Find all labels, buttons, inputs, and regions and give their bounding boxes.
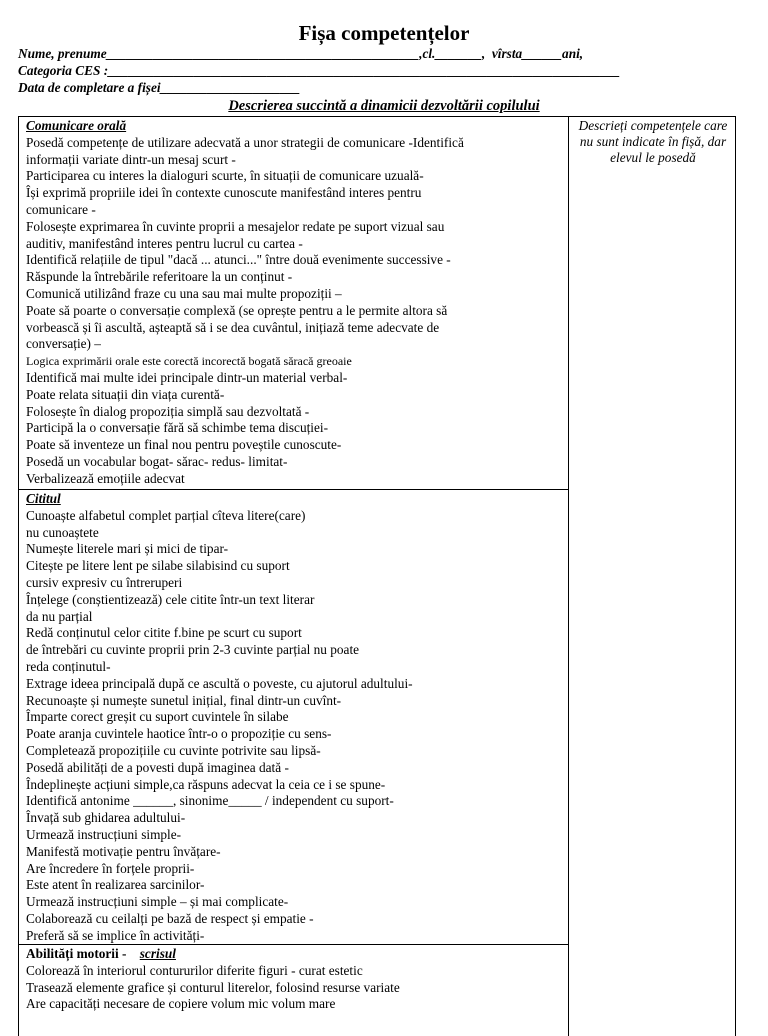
competence-item: Comunică utilizând fraze cu una sau mai multe propoziții – xyxy=(26,285,342,301)
competence-item: conversație) – xyxy=(26,336,101,352)
competence-item: Completează propozițiile cu cuvinte potrivite sau lipsă- xyxy=(26,742,321,758)
competence-item: Răspunde la întrebările referitoare la un conținut - xyxy=(26,269,293,285)
additional-competences-note: Descrieți competențele care nu sunt indicate în fișă, dar elevul le posedă xyxy=(578,118,728,165)
competence-item: Îndeplinește acțiuni simple,ca răspuns adecvat la ceia ce i se spune- xyxy=(26,776,386,792)
competence-item: Cunoaște alfabetul complet parțial cîteva litere(care) xyxy=(26,507,306,523)
competence-item: nu cunoaștete xyxy=(26,524,99,540)
name-class-age-line: Nume, prenume_______________________________________________,cl._______, vîrsta______ani, xyxy=(18,46,584,61)
competence-item: Identifică mai multe idei principale dintr-un material verbal- xyxy=(26,369,348,385)
competence-item: vorbească și îi ascultă, așteaptă să i se dea cuvântul, inițiază teme adecvate de xyxy=(26,319,440,335)
competence-item: Poate să poarte o conversație complexă (se oprește pentru a le permite altora să xyxy=(26,302,448,318)
competence-item: Urmează instrucțiuni simple – și mai complicate- xyxy=(26,894,289,910)
competence-item: Înțelege (conștientizează) cele citite într-un text literar xyxy=(26,591,315,607)
competence-item: Preferă să se implice în activități- xyxy=(26,927,205,943)
competence-item: Își exprimă propriile idei în contexte cunoscute manifestând interes pentru xyxy=(26,185,422,201)
competence-item: Învață sub ghidarea adultului- xyxy=(26,810,186,826)
competence-item: de întrebări cu cuvinte proprii prin 2-3 cuvinte parțial nu poate xyxy=(26,642,360,658)
competence-item: Recunoaște și numește sunetul inițial, final dintr-un cuvînt- xyxy=(26,692,342,708)
writing-label: scrisul xyxy=(139,946,176,961)
page-title: Fișa competențelor xyxy=(298,21,470,45)
table-column-divider xyxy=(568,116,569,1036)
competence-item: cursiv expresiv cu întreruperi xyxy=(26,574,183,590)
section-motor-skills-writing xyxy=(26,946,566,1013)
competence-item: Manifestă motivație pentru învățare- xyxy=(26,843,221,859)
competence-item: Folosește exprimarea în cuvinte proprii a mesajelor redate pe suport vizual sau xyxy=(26,218,445,234)
competence-item: Logica exprimării orale este corectă incorectă bogată săracă greoaie xyxy=(26,354,352,369)
row-divider-1 xyxy=(18,489,569,490)
section-oral-communication xyxy=(26,118,566,488)
section-heading-reading: Cititul xyxy=(26,491,61,506)
competence-item: da nu parțial xyxy=(26,608,93,624)
competence-item: Are încredere în forțele proprii- xyxy=(26,860,195,876)
section-subtitle: Descrierea succintă a dinamicii dezvoltării copilului xyxy=(228,98,540,114)
competence-item: Este atent în realizarea sarcinilor- xyxy=(26,877,205,893)
competence-item: Colorează în interiorul contururilor diferite figuri - curat estetic xyxy=(26,962,363,978)
competence-item: Citește pe litere lent pe silabe silabisind cu suport xyxy=(26,558,290,574)
completion-date-line: Data de completare a fișei_____________________ xyxy=(18,80,301,95)
section-heading-motor-skills xyxy=(26,946,566,963)
competence-item: Colaborează cu ceilalți pe bază de respect și empatie - xyxy=(26,910,314,926)
competence-item: Participarea cu interes la dialoguri scurte, în situații de comunicare uzuală- xyxy=(26,168,424,184)
competence-item: Redă conținutul celor citite f.bine pe scurt cu suport xyxy=(26,625,302,641)
competence-item: informații variate dintr-un mesaj scurt - xyxy=(26,151,236,167)
competence-item: Identifică relațiile de tipul "dacă ... atunci..." între două evenimente successive - xyxy=(26,252,451,268)
competence-item: Participă la o conversație fără să schimbe tema discuției- xyxy=(26,420,329,436)
competence-item: Extrage ideea principală după ce ascultă o poveste, cu ajutorul adultului- xyxy=(26,675,413,691)
competence-item: Are capacități necesare de copiere volum mic volum mare xyxy=(26,996,336,1012)
competence-item: Verbalizează emoțiile adecvat xyxy=(26,470,185,486)
competence-item: Poate aranja cuvintele haotice într-o o propoziție cu sens- xyxy=(26,726,332,742)
competence-item: Numește literele mari și mici de tipar- xyxy=(26,541,229,557)
competence-item: Trasează elemente grafice și conturul literelor, folosind resurse variate xyxy=(26,979,400,995)
competence-item: Poate să inventeze un final nou pentru poveștile cunoscute- xyxy=(26,437,342,453)
competence-item: Posedă un vocabular bogat- sărac- redus- limitat- xyxy=(26,453,288,469)
competence-item: Împarte corect greșit cu suport cuvintele în silabe xyxy=(26,709,289,725)
competence-item: Posedă abilități de a povesti după imaginea dată - xyxy=(26,759,289,775)
motor-skills-label: Abilități motorii - xyxy=(26,946,127,961)
competence-item: comunicare - xyxy=(26,201,96,217)
competence-item: auditiv, manifestând interes pentru lucrul cu cartea - xyxy=(26,235,303,251)
competence-item: Poate relata situații din viața curentă- xyxy=(26,386,225,402)
competence-item: reda conținutul- xyxy=(26,658,111,674)
section-reading xyxy=(26,491,566,945)
competence-item: Posedă competențe de utilizare adecvată a unor strategii de comunicare -Identifică xyxy=(26,134,464,150)
competence-item: Identifică antonime ______, sinonime_____ / independent cu suport- xyxy=(26,793,394,809)
ces-category-line: Categoria CES :_____________________________________________________________________________ xyxy=(18,63,621,78)
section-heading-oral-communication: Comunicare orală xyxy=(26,118,127,133)
competence-item: Folosește în dialog propoziția simplă sau dezvoltată - xyxy=(26,403,310,419)
competence-item: Urmează instrucțiuni simple- xyxy=(26,826,182,842)
